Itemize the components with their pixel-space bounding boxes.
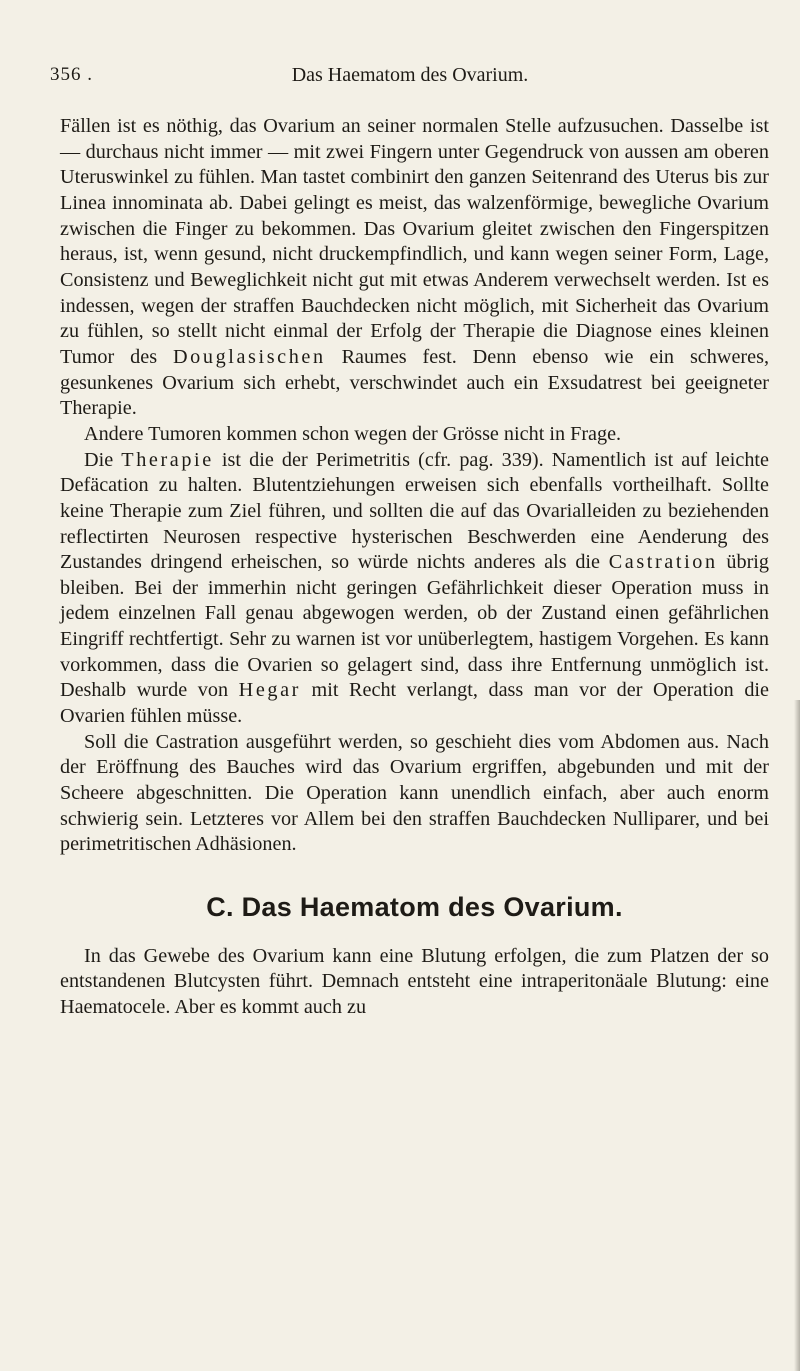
paragraph: Soll die Castration ausgeführt werden, so geschieht dies vom Abdomen aus. Nach der Eröffnung des Bauches wird das Ovarium ergriffen, abgebunden und mit der Scheere abgeschnitten. Die Operation kann unendlich einfach, aber auch enorm schwierig sein. Letzteres vor Allem bei den straffen Bauchdecken Nulliparer, und bei perimetritischen Adhäsionen. (60, 730, 769, 856)
section-heading: C. Das Haematom des Ovarium. (206, 892, 623, 923)
spaced-name: Douglasischen (173, 345, 326, 368)
body-text (60, 114, 769, 1021)
spaced-name: Hegar (238, 679, 301, 702)
paragraph: Die Therapie ist die der Perimetritis (cfr. pag. 339). Namentlich ist auf leichte Defäcation zu halten. Blutentziehungen erweisen sich ebenfalls vortheilhaft. Sollte keine Therapie zum Ziel führen, und sollten die auf das Ovarialleiden zu beziehenden reflectirten Neurosen respective hysterischen Beschwerden eine Aenderung des Zustandes dringend erheischen, so würde nichts anderes als die Castration übrig bleiben. Bei der immerhin nicht geringen Gefährlichkeit dieser Operation muss in jedem einzelnen Fall genau abgewogen werden, ob der Zustand einen gefährlichen Eingriff rechtfertigt. Sehr zu warnen ist vor unüberlegtem, hastigem Vorgehen. Es kann vorkommen, dass die Ovarien so gelagert sind, dass ihre Entfernung unmöglich ist. Deshalb wurde von Hegar mit Recht verlangt, dass man vor der Operation die Ovarien fühlen müsse. (60, 448, 769, 728)
spaced-term: Castration (608, 551, 718, 574)
spaced-term: Therapie (121, 448, 214, 471)
page-number: 356 . (50, 64, 93, 85)
running-title: Das Haematom des Ovarium. (291, 64, 529, 86)
section-paragraph: In das Gewebe des Ovarium kann eine Blutung erfolgen, die zum Platzen der so entstandenen Blutcysten führt. Demnach entsteht eine intraperitonäale Blutung: eine Haematocele. Aber es kommt auch zu (60, 944, 769, 1018)
paragraph: Fällen ist es nöthig, das Ovarium an seiner normalen Stelle aufzusuchen. Dasselbe ist — durchaus nicht immer — mit zwei Fingern unter Gegendruck von aussen am oberen Uteruswinkel zu fühlen. Man tastet combinirt den ganzen Seitenrand des Uterus bis zur Linea innominata ab. Dabei gelingt es meist, das walzenförmige, bewegliche Ovarium zwischen die Finger zu bekommen. Das Ovarium gleitet zwischen den Fingerspitzen heraus, ist, wenn gesund, nicht druckempfindlich, und kann wegen seiner Form, Lage, Consistenz und Beweglichkeit nicht gut mit etwas Anderem verwechselt werden. Ist es indessen, wegen der straffen Bauchdecken nicht möglich, mit Sicherheit das Ovarium zu fühlen, so stellt nicht einmal der Erfolg der Therapie die Diagnose eines kleinen Tumor des Douglasischen Raumes fest. Denn ebenso wie ein schweres, gesunkenes Ovarium sich erhebt, verschwindet auch ein Exsudatrest bei geeigneter Therapie. (60, 115, 769, 420)
page-edge-shadow (794, 700, 800, 1371)
paragraph: Andere Tumoren kommen schon wegen der Grösse nicht in Frage. (84, 422, 622, 445)
page-header (50, 64, 770, 94)
